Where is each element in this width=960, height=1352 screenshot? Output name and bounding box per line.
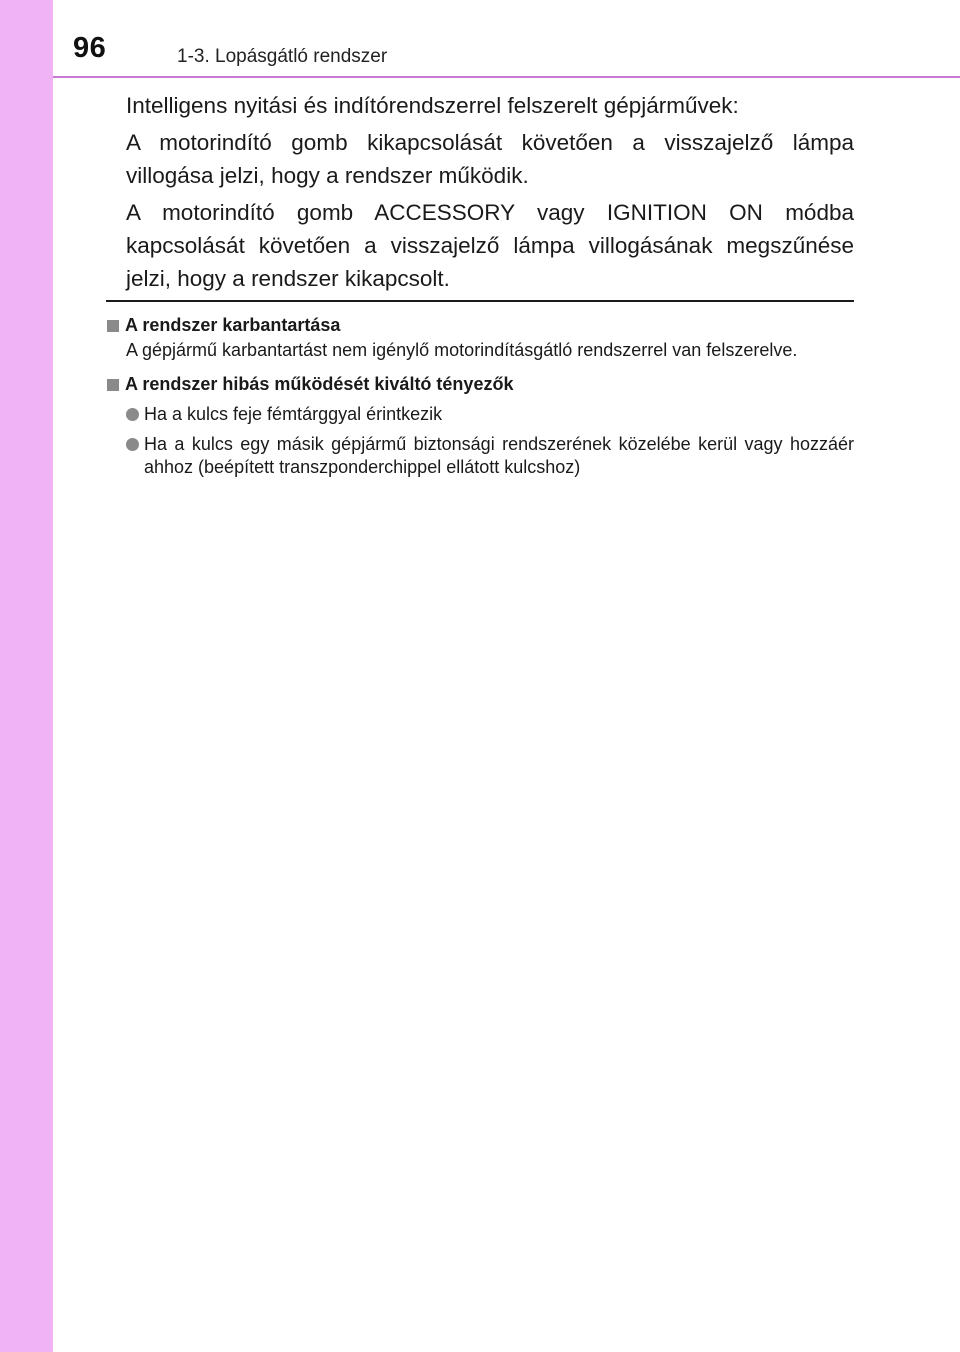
intro-paragraph: A motorindító gomb kikapcsolását követően a visszajelző lámpa villogása jelzi, hogy a rendszer működik. <box>126 130 854 188</box>
maintenance-section <box>107 314 854 362</box>
round-bullet-icon <box>126 438 139 451</box>
list-item-text: Ha a kulcs feje fémtárggyal érintkezik <box>144 404 443 424</box>
round-bullet-icon <box>126 408 139 421</box>
list-item <box>126 433 854 479</box>
malfunction-heading <box>107 373 854 396</box>
list-item-text: Ha a kulcs egy másik gépjármű biztonsági rendszerének közelébe kerül vagy hozzáér ahhoz (beépített transzponderchippel ellátott kulcshoz) <box>144 434 854 477</box>
maintenance-heading <box>107 314 854 337</box>
maintenance-heading-text: A rendszer karbantartása <box>125 315 341 335</box>
section-title: 1-3. Lopásgátló rendszer <box>177 46 388 67</box>
malfunction-section <box>107 373 854 479</box>
notes-block <box>107 314 854 479</box>
list-item <box>126 403 854 426</box>
intro-paragraph: A motorindító gomb ACCESSORY vagy IGNITION ON módba kapcsolását követően a visszajelző lámpa villogásának megszűnése jelzi, hogy a rendszer kikapcsolt. <box>126 200 854 291</box>
side-color-band <box>0 0 53 1352</box>
page-number: 96 <box>73 32 107 64</box>
square-bullet-icon <box>107 379 119 391</box>
intro-paragraph: Intelligens nyitási és indítórendszerrel felszerelt gépjárművek: <box>126 93 739 118</box>
maintenance-text: A gépjármű karbantartást nem igénylő motorindításgátló rendszerrel van felszerelve. <box>126 340 798 360</box>
header-rule <box>53 76 960 78</box>
section-divider <box>106 300 854 302</box>
malfunction-heading-text: A rendszer hibás működését kiváltó tényezők <box>125 374 514 394</box>
square-bullet-icon <box>107 320 119 332</box>
intro-text <box>126 89 854 299</box>
